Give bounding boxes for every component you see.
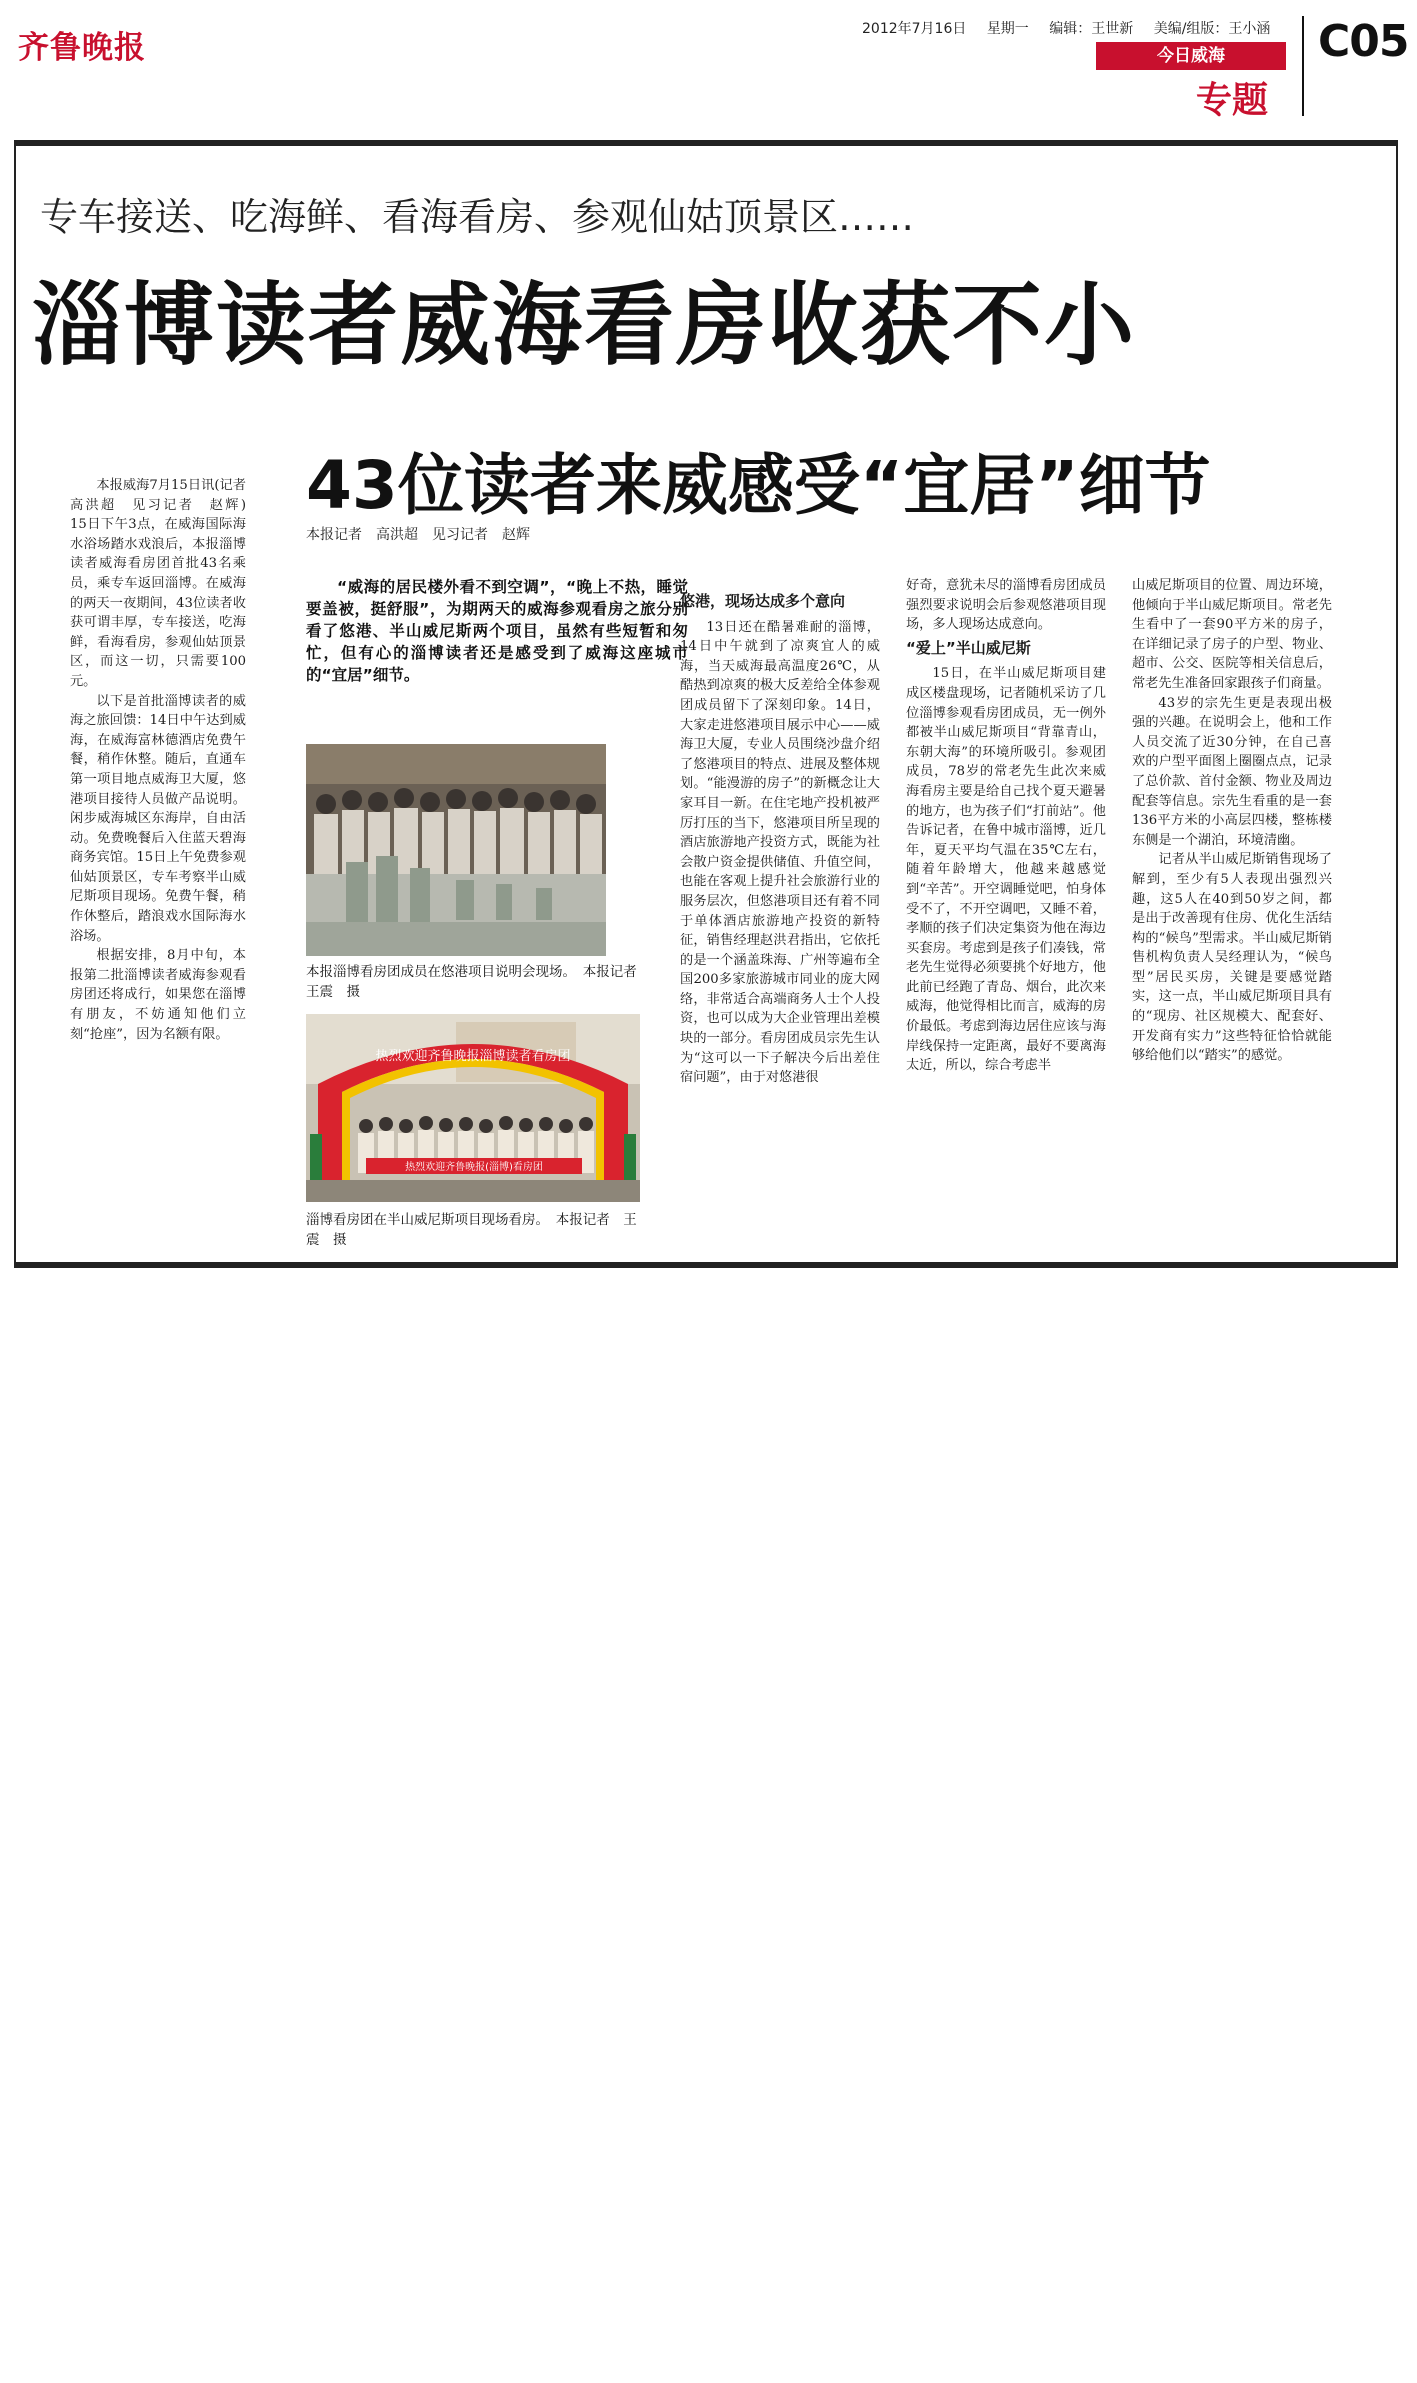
- paragraph: 15日，在半山威尼斯项目建成区楼盘现场，记者随机采访了几位淄博参观看房团成员，无一例外都被半山威尼斯项目“背靠青山，东朝大海”的环境所吸引。参观团成员，78岁的常老先生此次来威海看房主要是给自己找个夏天避暑的地方，也为孩子们“打前站”。他告诉记者，在鲁中城市淄博，近几年，夏天平均气温在35℃左右，随着年龄增大，他越来越感觉到“辛苦”。开空调睡觉吧，怕身体受不了，不开空调吧，又睡不着，孝顺的孩子们决定集资为他在海边买套房。考虑到是孩子们凑钱，常老先生觉得必须要挑个好地方，他此前已经跑了青岛、烟台，此次来威海，他觉得相比而言，威海的房价最低。考虑到海边居住应该与海岸线保持一定距离，最好不要离海太近，所以，综合考虑半: [906, 666, 1106, 1074]
- paragraph: 记者从半山威尼斯销售现场了解到，至少有5人表现出强烈兴趣，这5人在40到50岁之间，都是出于改善现有住房、优化生活结构的“候鸟”型需求。半山威尼斯销售机构负责人吴经理认为，“候鸟型”居民买房，关键是要感觉踏实，这一点，半山威尼斯项目具有的“现房、社区规模大、配套好、开发商有实力”这些特征恰恰就能够给他们以“踏实”的感觉。: [1132, 852, 1332, 1064]
- paragraph: 本报威海7月15日讯(记者 高洪超 见习记者 赵辉) 15日下午3点，在威海国际海水浴场踏水戏浪后，本报淄博读者威海看房团首批43名乘员，乘专车返回淄博。在威海的两天一夜期间，43位读者收获可谓丰厚，专车接送，吃海鲜，看海看房，参观仙姑顶景区，而这一切，只需要100元。: [70, 478, 260, 689]
- weekday: 星期一: [986, 21, 1029, 37]
- article-kicker: 专车接送、吃海鲜、看海看房、参观仙姑顶景区……: [40, 195, 915, 239]
- section-bar: 今日威海: [1096, 42, 1286, 70]
- section-heading: “爱上”半山威尼斯: [906, 638, 1031, 657]
- page-code: C05: [1318, 16, 1409, 67]
- frame-top-rule: [14, 140, 1398, 146]
- article-byline: 本报记者 高洪超 见习记者 赵辉: [306, 527, 530, 543]
- paragraph: 好奇，意犹未尽的淄博看房团成员强烈要求说明会后参观悠港项目现场，多人现场达成意向。: [906, 578, 1106, 633]
- frame-bottom-rule: [14, 1262, 1398, 1268]
- header-info: [862, 18, 1286, 38]
- arch-banner-text: 热烈欢迎齐鲁晚报淄博读者看房团: [375, 1049, 571, 1064]
- photo-caption-1: 本报淄博看房团成员在悠港项目说明会现场。 本报记者 王震 摄: [306, 964, 651, 1000]
- photo-sales-presentation: [306, 744, 606, 956]
- section-name: 专题: [1196, 80, 1269, 121]
- story-column-4: [906, 576, 1106, 1076]
- section-heading: 悠港，现场达成多个意向: [680, 592, 846, 610]
- story-column-1: [70, 476, 260, 1044]
- article-lead: “威海的居民楼外看不到空调”，“晚上不热，睡觉要盖被，挺舒服”，为期两天的威海参观看房之旅分别看了悠港、半山威尼斯两个项目，虽然有些短暂和匆忙，但有心的淄博读者还是感受到了威海这座城市的“宜居”细节。: [306, 578, 688, 684]
- paragraph: 山威尼斯项目的位置、周边环境，他倾向于半山威尼斯项目。常老先生看中了一套90平方米的房子，在详细记录了房子的户型、物业、超市、公交、医院等相关信息后，常老先生准备回家跟孩子们商量。: [1132, 578, 1332, 691]
- group-sign-text: 热烈欢迎齐鲁晚报(淄博)看房团: [405, 1162, 543, 1173]
- photo-caption-2: 淄博看房团在半山威尼斯项目现场看房。 本报记者 王震 摄: [306, 1212, 637, 1248]
- issue-date: 2012年7月16日: [862, 21, 967, 37]
- paragraph: 以下是首批淄博读者的威海之旅回馈：14日中午达到威海，在威海富林德酒店免费午餐，稍作休整。随后，直通车第一项目地点威海卫大厦，悠港项目接待人员做产品说明。闲步威海城区东海岸，自由活动。免费晚餐后入住蓝天碧海商务宾馆。15日上午免费参观仙姑顶景区，专车考察半山威尼斯项目现场。免费午餐，稍作休整后，踏浪戏水国际海水浴场。: [70, 693, 246, 944]
- article-headline: 淄博读者威海看房收获不小: [32, 273, 1136, 378]
- paragraph: 根据安排，8月中旬，本报第二批淄博读者威海参观看房团还将成行，如果您在淄博有朋友，不妨通知他们立刻“抢座”，因为名额有限。: [70, 948, 246, 1042]
- editor-credit: 编辑：王世新: [1049, 21, 1134, 37]
- header-divider: [1302, 16, 1304, 116]
- paragraph: 13日还在酷暑难耐的淄博，14日中午就到了凉爽宜人的威海，当天威海最高温度26℃，从酷热到凉爽的极大反差给全体参观团成员留下了深刻印象。14日，大家走进悠港项目展示中心——威海卫大厦，专业人员围绕沙盘介绍了悠港项目的特点、进展及整体规划。“能漫游的房子”的新概念让大家耳目一新。在住宅地产投机被严厉打压的当下，悠港项目所呈现的酒店旅游地产投资方式，既能为社会散户资金提供储值、升值空间，也能在客观上提升社会旅游行业的服务层次，但悠港项目还有着不同于单体酒店旅游地产投资的新特征，销售经理赵洪君指出，它依托的是一个涵盖珠海、广州等遍布全国200多家旅游城市同业的庞大网络，非常适合高端商务人士个人投资，也可以成为大企业管理出差模块的一部分。看房团成员宗先生认为“这可以一下子解决今后出差住宿问题”，由于对悠港很: [680, 619, 880, 1086]
- designer-credit: 美编/组版：王小涵: [1153, 21, 1271, 37]
- article-subhead: 43位读者来威感受“宜居”细节: [306, 447, 1211, 524]
- newspaper-logo: 齐鲁晚报: [18, 30, 146, 66]
- photo-group-at-project: [306, 1014, 640, 1202]
- paragraph: 43岁的宗先生更是表现出极强的兴趣。在说明会上，他和工作人员交流了近30分钟，在自己喜欢的户型平面图上圈圈点点，记录了总价款、首付金额、物业及周边配套等信息。宗先生看重的是一套136平方米的小高层四楼，整栋楼东侧是一个湖泊，环境清幽。: [1132, 695, 1332, 848]
- story-column-5: [1132, 576, 1332, 1066]
- story-column-3: [680, 588, 880, 1088]
